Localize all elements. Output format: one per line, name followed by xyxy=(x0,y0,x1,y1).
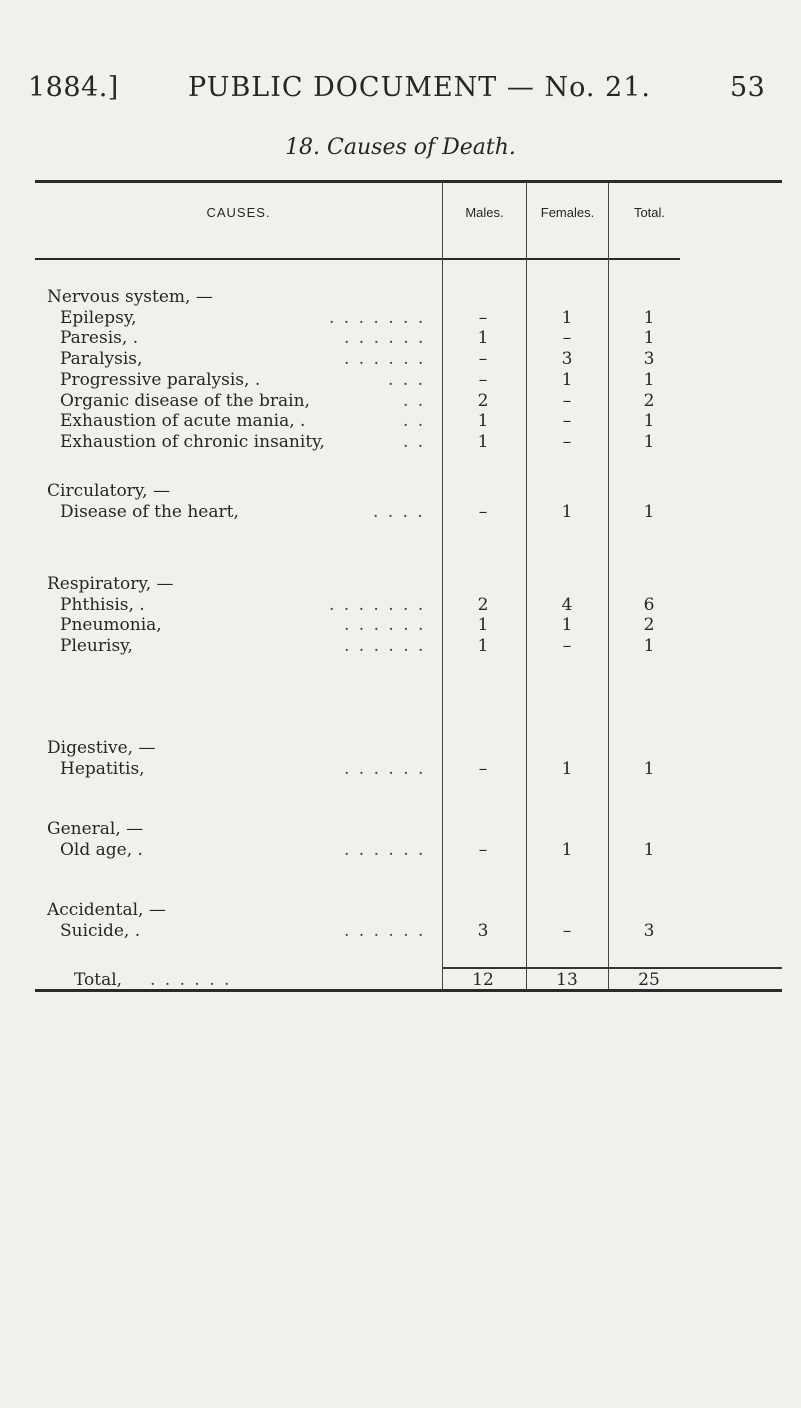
leader-dots: . . . . . . xyxy=(344,615,426,636)
leader-dots: . . . . . . xyxy=(344,349,426,370)
leader-dots: . . xyxy=(403,411,426,432)
cell-total: 3 xyxy=(643,349,655,370)
leader-dots: . . . . . . . xyxy=(329,594,426,615)
column-divider xyxy=(442,183,443,989)
cell-total: 1 xyxy=(643,431,655,452)
cell-total: 2 xyxy=(643,390,655,411)
group-heading-label: General, — xyxy=(47,819,144,839)
cause-label: Paralysis, xyxy=(60,349,143,370)
cell-females: 3 xyxy=(561,349,573,370)
cell-females: 1 xyxy=(561,501,573,522)
header-rule xyxy=(35,258,680,260)
cell-females: 1 xyxy=(561,758,573,779)
group-heading-label: Digestive, — xyxy=(47,738,156,758)
cell-females: 1 xyxy=(561,615,573,636)
cause-label: Suicide, . xyxy=(60,920,141,941)
cell-females: 4 xyxy=(561,594,573,615)
cell-males: 1 xyxy=(477,431,489,452)
cell-total: 1 xyxy=(643,411,655,432)
cell-males: – xyxy=(478,369,488,390)
group-heading-label: Accidental, — xyxy=(47,900,166,920)
cause-label: Disease of the heart, xyxy=(60,501,239,522)
cell-males: – xyxy=(478,758,488,779)
leader-dots: . . xyxy=(403,390,426,411)
cell-females: – xyxy=(562,431,572,452)
cell-males: 2 xyxy=(477,594,489,615)
cause-label: Pleurisy, xyxy=(60,636,133,657)
total-males: 12 xyxy=(472,970,494,990)
cell-total: 1 xyxy=(643,369,655,390)
cause-label: Phthisis, . xyxy=(60,594,145,615)
cell-males: – xyxy=(478,349,488,370)
cell-total: 1 xyxy=(643,501,655,522)
page-number: 53 xyxy=(730,72,766,103)
column-divider xyxy=(526,183,527,989)
total-label: Total, xyxy=(74,970,123,990)
cell-females: 1 xyxy=(561,307,573,328)
cell-males: – xyxy=(478,839,488,860)
sum-rule xyxy=(609,967,782,969)
total-females: 13 xyxy=(556,970,578,990)
column-header-males: Males. xyxy=(465,205,504,220)
cell-females: – xyxy=(562,390,572,411)
cell-females: – xyxy=(562,411,572,432)
group-heading-label: Circulatory, — xyxy=(47,481,170,501)
table-title: 18. Causes of Death. xyxy=(285,135,516,160)
cell-females: 1 xyxy=(561,369,573,390)
cell-males: 3 xyxy=(477,920,489,941)
cell-males: 2 xyxy=(477,390,489,411)
cell-males: 1 xyxy=(477,615,489,636)
cell-total: 1 xyxy=(643,636,655,657)
cause-label: Organic disease of the brain, xyxy=(60,390,310,411)
column-header-causes: CAUSES. xyxy=(206,205,271,220)
leader-dots: . . . . . . xyxy=(344,636,426,657)
group-heading-label: Nervous system, — xyxy=(47,287,213,307)
cause-label: Exhaustion of acute mania, . xyxy=(60,411,306,432)
leader-dots: . . . . . . xyxy=(344,328,426,349)
cause-label: Pneumonia, xyxy=(60,615,162,636)
cell-total: 1 xyxy=(643,328,655,349)
leader-dots: . . . . . . xyxy=(344,758,426,779)
cell-females: – xyxy=(562,328,572,349)
cell-total: 1 xyxy=(643,839,655,860)
leader-dots: . . . . xyxy=(373,501,425,522)
cell-total: 1 xyxy=(643,758,655,779)
cause-label: Epilepsy, xyxy=(60,307,137,328)
sum-rule xyxy=(443,967,526,969)
cell-males: – xyxy=(478,307,488,328)
cause-label: Exhaustion of chronic insanity, xyxy=(60,431,325,452)
total-total: 25 xyxy=(638,970,660,990)
cell-females: – xyxy=(562,636,572,657)
cell-males: 1 xyxy=(477,411,489,432)
group-heading-label: Respiratory, — xyxy=(47,574,174,594)
cause-label: Progressive paralysis, . xyxy=(60,369,261,390)
column-header-total: Total. xyxy=(633,205,666,220)
cause-label: Old age, . xyxy=(60,839,143,860)
cell-total: 3 xyxy=(643,920,655,941)
header-title: PUBLIC DOCUMENT — No. 21. xyxy=(188,72,651,103)
cell-males: 1 xyxy=(477,636,489,657)
cell-total: 1 xyxy=(643,307,655,328)
cell-females: 1 xyxy=(561,839,573,860)
cell-females: – xyxy=(562,920,572,941)
sum-rule xyxy=(527,967,608,969)
leader-dots: . . . . . . xyxy=(344,920,426,941)
cell-males: 1 xyxy=(477,328,489,349)
column-header-females: Females. xyxy=(540,205,595,220)
leader-dots: . . . xyxy=(388,369,426,390)
cell-total: 2 xyxy=(643,615,655,636)
leader-dots: . . . . . . . xyxy=(329,307,426,328)
cell-males: – xyxy=(478,501,488,522)
cause-label: Paresis, . xyxy=(60,328,139,349)
leader-dots: . . . . . . xyxy=(150,970,232,990)
cell-total: 6 xyxy=(643,594,655,615)
leader-dots: . . . . . . xyxy=(344,839,426,860)
cause-label: Hepatitis, xyxy=(60,758,145,779)
leader-dots: . . xyxy=(403,431,426,452)
column-divider xyxy=(608,183,609,989)
header-year: 1884.] xyxy=(28,72,119,103)
top-rule xyxy=(35,180,782,183)
